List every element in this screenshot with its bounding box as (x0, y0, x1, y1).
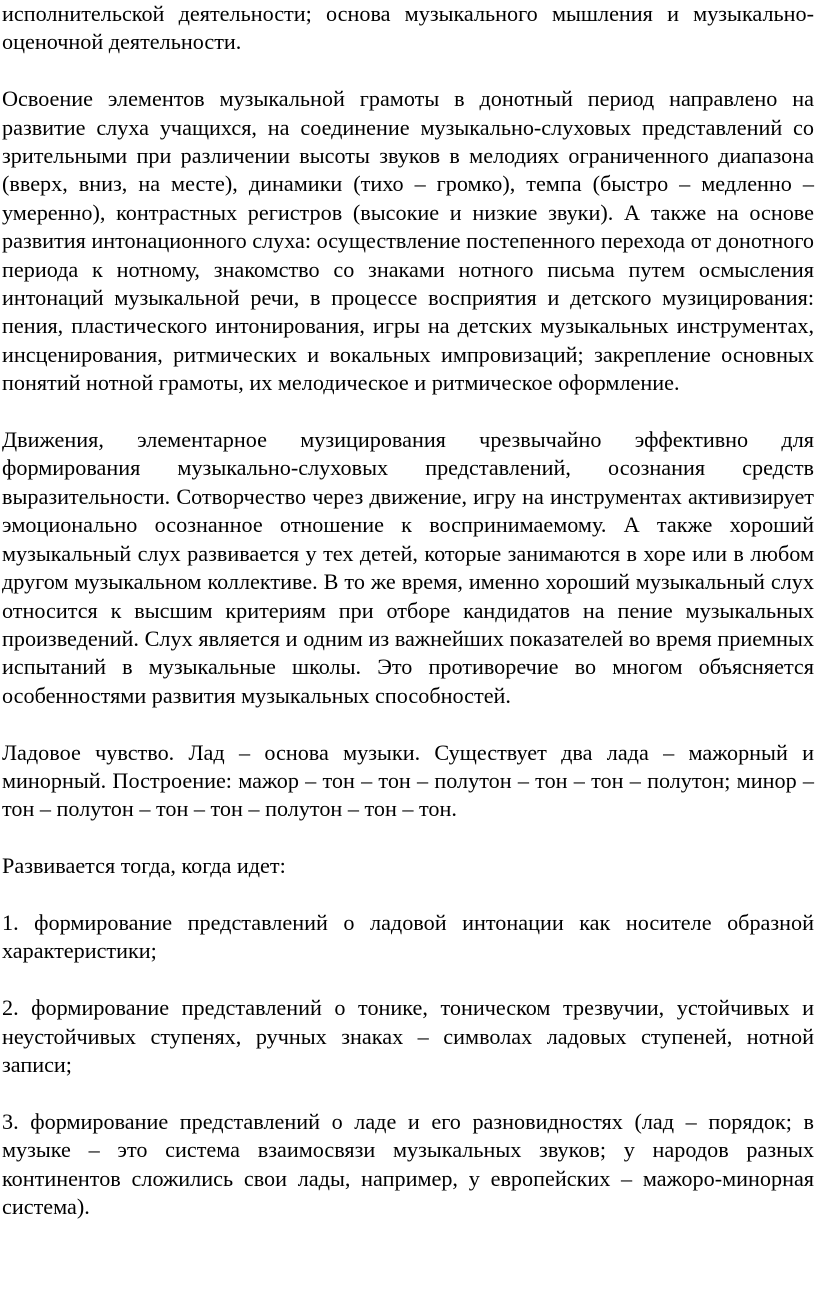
paragraph-4: Ладовое чувство. Лад – основа музыки. Существует два лада – мажорный и минорный. Построение: мажор – тон – тон – полутон – тон – тон – полутон; минор – тон – полутон – тон – тон – полутон – тон – тон. (2, 739, 814, 822)
paragraph-3: Движения, элементарное музицирования чрезвычайно эффективно для формирования музыкально-слуховых представлений, осознания средств выразительности. Сотворчество через движение, игру на инструментах активизирует эмоционально осознанное отношение к воспринимаемому. А также хороший музыкальный слух развивается у тех детей, которые занимаются в хоре или в любом другом музыкальном коллективе. В то же время, именно хороший музыкальный слух относится к высшим критериям при отборе кандидатов на пение музыкальных произведений. Слух является и одним из важнейших показателей во время приемных испытаний в музыкальные школы. Это противоречие во многом объясняется особенностями развития музыкальных способностей. (2, 427, 814, 708)
list-item-1: 1. формирование представлений о ладовой интонации как носителе образной характеристики; (2, 909, 814, 964)
list-item-2: 2. формирование представлений о тонике, тоническом трезвучии, устойчивых и неустойчивых ступенях, ручных знаках – символах ладовых ступеней, нотной записи; (2, 995, 814, 1077)
list-item-3: 3. формирование представлений о ладе и его разновидностях (лад – порядок; в музыке – это система взаимосвязи музыкальных звуков; у народов разных континентов сложились свои лады, например, у европейских – мажоро-минорная система). (2, 1108, 814, 1219)
paragraph-1: исполнительской деятельности; основа музыкального мышления и музыкально-оценочной деятельности. (2, 1, 814, 55)
paragraph-5: Развивается тогда, когда идет: (2, 853, 286, 879)
paragraph-2: Освоение элементов музыкальной грамоты в донотный период направлено на развитие слуха учащихся, на соединение музыкально-слуховых представлений со зрительными при различении высоты звуков в мелодиях ограниченного диапазона (вверх, вниз, на месте), динамики (тихо – громко), темпа (быстро – медленно – умеренно), контрастных регистров (высокие и низкие звуки). А также на основе развития интонационного слуха: осуществление постепенного перехода от донотного периода к нотному, знакомство со знаками нотного письма путем осмысления интонаций музыкальной речи, в процессе восприятия и детского музицирования: пения, пластического интонирования, игры на детских музыкальных инструментах, инсценирования, ритмических и вокальных импровизаций; закрепление основных понятий нотной грамоты, их мелодическое и ритмическое оформление. (2, 86, 814, 396)
